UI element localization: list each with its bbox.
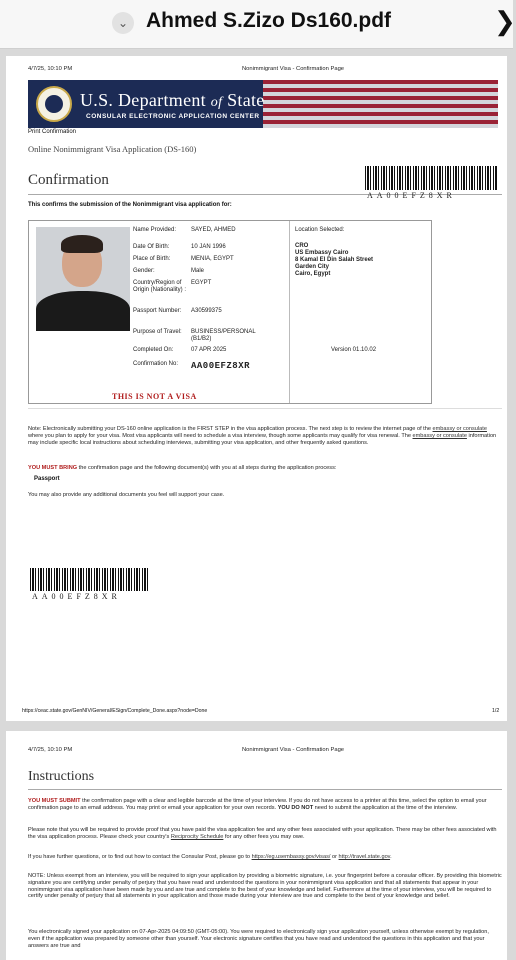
instructions-heading: Instructions — [28, 769, 95, 784]
version-text: Version 01.10.02 — [331, 347, 377, 353]
confirmation-heading: Confirmation — [28, 172, 109, 188]
box-divider — [289, 221, 290, 403]
chevron-right-icon[interactable]: ❯ — [494, 6, 516, 36]
location-line1: US Embassy Cairo — [295, 250, 349, 256]
purpose-value: BUSINESS/PERSONAL — [191, 329, 256, 335]
location-code: CRO — [295, 243, 309, 249]
travel-state-link[interactable]: http://travel.state.gov — [338, 854, 391, 860]
passport-label: Passport Number: — [133, 308, 182, 314]
ceac-subtitle: CONSULAR ELECTRONIC APPLICATION CENTER — [86, 113, 260, 120]
pob-label: Place of Birth: — [133, 256, 171, 262]
flag-stripes — [263, 80, 498, 128]
name-value: SAYED, AHMED — [191, 227, 236, 233]
purpose-label: Purpose of Travel: — [133, 329, 182, 335]
barcode-bottom — [30, 568, 150, 591]
questions-paragraph: If you have further questions, or to find out how to contact the Consular Post, please go to https://eg.usembassy.gov/visas/ or http://travel.state.gov. — [28, 854, 392, 860]
applicant-photo — [36, 227, 130, 329]
print-header-title: Nonimmigrant Visa - Confirmation Page — [242, 747, 345, 753]
page-number: 1/2 — [492, 708, 500, 714]
completed-label: Completed On: — [133, 347, 174, 353]
viewer-toolbar — [0, 0, 516, 49]
print-date: 4/7/25, 10:10 PM — [28, 747, 73, 753]
location-label: Location Selected: — [295, 227, 345, 233]
purpose-value-code: (B1/B2) — [191, 336, 212, 342]
pdf-page-1 — [6, 56, 507, 721]
barcode-bottom-text: AA00EFZ8XR — [32, 592, 121, 601]
applicant-info-box — [28, 220, 432, 404]
file-title[interactable]: Ahmed S.Zizo Ds160.pdf — [146, 9, 392, 32]
pob-value: MENIA, EGYPT — [191, 256, 234, 262]
footer-url: https://ceac.state.gov/GenNIV/General/ESign/Complete_Done.aspx?node=Done — [22, 708, 208, 714]
location-line2: 8 Kamal El Din Salah Street — [295, 257, 374, 263]
biometric-note-paragraph: NOTE: Unless exempt from an interview, you will be required to sign your application by providing a biometric signature, i.e. your fingerprint before a consular officer. By providing this biometric signature you are certifying under penalty of perjury that you have read and understood the questions in your nonimmigrant visa application and that all statements that appear in your nonimmigrant visa application have been made by you and are true and complete to the best of your knowledge and belief. Furthermore at the time of your interview, you will be required to certify under penalty of perjury that all statements in your application and those made during your interview are true and complete to the best of your knowledge and belief. — [28, 873, 502, 900]
dob-value: 10 JAN 1996 — [191, 244, 226, 250]
passport-item: Passport — [34, 476, 60, 482]
confirms-text: This confirms the submission of the Nonimmigrant visa application for: — [28, 202, 232, 208]
fees-paragraph: Please note that you will be required to provide proof that you have paid the visa application fee and any other fees associated with your application. There may be other fees associated with the visa application process. Please check your country's Reciprocity Schedule for any other fees you may owe. — [28, 827, 497, 840]
gender-value: Male — [191, 268, 205, 274]
completed-value: 07 APR 2025 — [191, 347, 227, 353]
location-line3: Garden City — [295, 264, 330, 270]
gender-label: Gender: — [133, 268, 155, 274]
location-line4: Cairo, Egypt — [295, 271, 331, 277]
embassy-link[interactable]: embassy or consulate — [412, 432, 467, 439]
divider — [28, 408, 502, 409]
must-bring-paragraph: YOU MUST BRING the confirmation page and the following document(s) with you at all steps during the application process: — [28, 465, 337, 471]
dob-label: Date Of Birth: — [133, 244, 170, 250]
pdf-page-2 — [6, 731, 507, 960]
print-date: 4/7/25, 10:10 PM — [28, 66, 73, 72]
state-dept-banner — [28, 80, 498, 128]
must-submit-paragraph: YOU MUST SUBMIT the confirmation page with a clear and legible barcode at the time of your interview. If you do not have access to a printer at this time, select the option to email your confirmation page to an email address. You may print or email your application for your own records. YOU DO NOT need to submit the application at the time of the interview. — [28, 798, 487, 811]
note-paragraph: Note: Electronically submitting your DS-160 online application is the FIRST STEP in the visa application process. The next step is to review the internet page of the embassy or consulate where you plan to apply for your visa. Most visa applicants will need to schedule a visa interview, though some applicants may qualify for visa renewal. The embassy or consulate information may include specific local instructions about scheduling interviews, submitting your visa application, and other frequently asked questions. — [28, 426, 497, 446]
name-label: Name Provided: — [133, 227, 177, 233]
form-title: Online Nonimmigrant Visa Application (DS-160) — [28, 144, 197, 154]
print-confirmation-label: Print Confirmation — [28, 129, 77, 135]
reciprocity-link[interactable]: Reciprocity Schedule — [170, 833, 224, 840]
embassy-visas-link[interactable]: https://eg.usembassy.gov/visas/ — [251, 854, 331, 860]
embassy-link[interactable]: embassy or consulate — [432, 426, 487, 432]
passport-value: A30599375 — [191, 308, 222, 314]
barcode-top-text: AA00EFZ8XR — [367, 191, 456, 200]
eagle-seal-icon — [36, 86, 72, 122]
not-a-visa-warning: THIS IS NOT A VISA — [112, 392, 197, 401]
print-header-title: Nonimmigrant Visa - Confirmation Page — [242, 66, 345, 72]
country-value: EGYPT — [191, 280, 212, 286]
barcode-top — [365, 166, 497, 190]
may-also-text: You may also provide any additional documents you feel will support your case. — [28, 492, 225, 498]
esign-paragraph: You electronically signed your application on 07-Apr-2025 04:09:50 (GMT-05:00). You were required to electronically sign your application yourself, unless otherwise exempt by regulation, even if the application was prepared by someone other than yourself. Your electronic signature certifies that you have read and understood the questions in this application and that your answers are true and — [28, 929, 489, 949]
chevron-down-icon[interactable]: ⌄ — [112, 12, 134, 34]
divider — [28, 789, 502, 790]
country-label: Country/Region of Origin (Nationality) : — [133, 280, 187, 293]
dept-name: U.S. Department of State — [80, 90, 265, 110]
confno-label: Confirmation No: — [133, 361, 179, 367]
confno-value: AA00EFZ8XR — [191, 361, 251, 371]
